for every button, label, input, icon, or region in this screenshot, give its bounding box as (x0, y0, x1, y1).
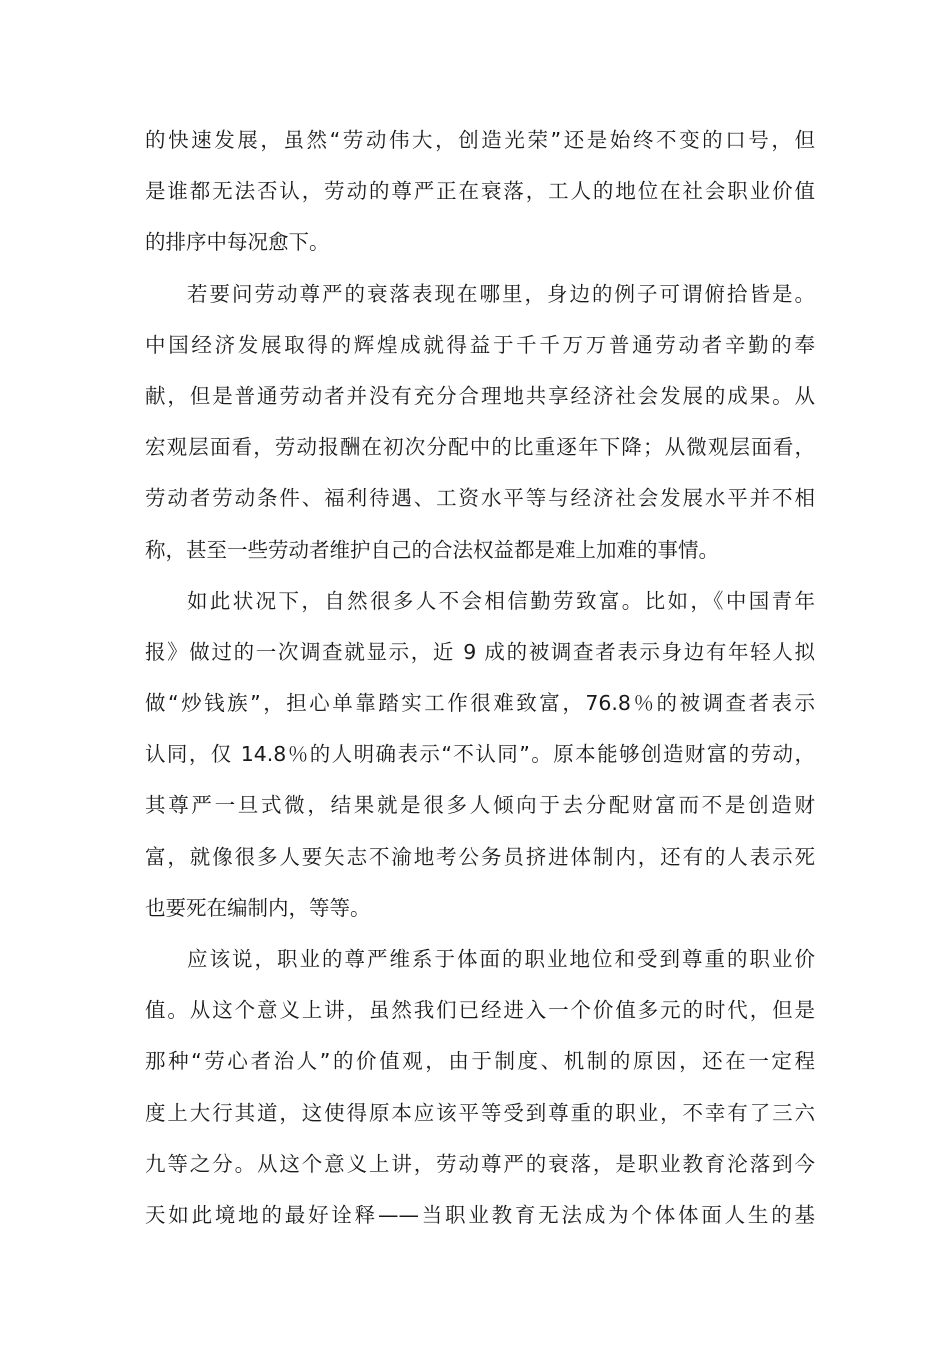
text-line (145, 627, 815, 678)
text-line-content: 那种“劳心者治人”的价值观，由于制度、机制的原因，还在一定程 (145, 1049, 815, 1074)
text-line-content: 其尊严一旦式微，结果就是很多人倾向于去分配财富而不是创造财 (145, 793, 815, 818)
text-line (145, 1190, 815, 1241)
text-line (145, 832, 815, 883)
text-line (145, 729, 815, 780)
text-line (145, 371, 815, 422)
text-line (145, 780, 815, 831)
text-line (145, 1088, 815, 1139)
text-line (145, 934, 815, 985)
text-line (145, 525, 815, 576)
text-line (145, 576, 815, 627)
text-line-content: 天如此境地的最好诠释——当职业教育无法成为个体体面人生的基 (145, 1202, 815, 1227)
text-line (145, 166, 815, 217)
text-line-content: 富，就像很多人要矢志不渝地考公务员挤进体制内，还有的人表示死 (145, 844, 815, 869)
text-line (145, 422, 815, 473)
text-line (145, 217, 815, 268)
text-line-content: 劳动者劳动条件、福利待遇、工资水平等与经济社会发展水平并不相 (145, 486, 815, 511)
text-line (145, 269, 815, 320)
text-line-content: 值。从这个意义上讲，虽然我们已经进入一个价值多元的时代，但是 (145, 998, 815, 1023)
text-line-content: 如此状况下，自然很多人不会相信勤劳致富。比如，《中国青年 (187, 588, 815, 613)
text-line-content: 应该说，职业的尊严维系于体面的职业地位和受到尊重的职业价 (187, 947, 815, 971)
text-line-content: 称，甚至一些劳动者维护自己的合法权益都是难上加难的事情。 (145, 537, 719, 562)
text-line-content: 报》做过的一次调查就显示，近 9 成的被调查者表示身边有年轻人拟 (145, 639, 815, 664)
text-line-content: 中国经济发展取得的辉煌成就得益于千千万万普通劳动者辛勤的奉 (145, 332, 815, 357)
text-line-content: 是谁都无法否认，劳动的尊严正在衰落，工人的地位在社会职业价值 (145, 179, 815, 204)
text-line-content: 的快速发展，虽然“劳动伟大，创造光荣”还是始终不变的口号，但 (145, 128, 815, 152)
text-line (145, 1139, 815, 1190)
text-line-content: 宏观层面看，劳动报酬在初次分配中的比重逐年下降；从微观层面看， (145, 435, 815, 460)
text-line-content: 献，但是普通劳动者并没有充分合理地共享经济社会发展的成果。从 (145, 383, 815, 408)
text-line (145, 985, 815, 1036)
text-line (145, 320, 815, 371)
text-line-content: 认同，仅 14.8％的人明确表示“不认同”。原本能够创造财富的劳动， (145, 742, 815, 767)
text-line-content: 若要问劳动尊严的衰落表现在哪里，身边的例子可谓俯拾皆是。 (187, 281, 815, 306)
document-body (145, 115, 815, 1241)
text-line (145, 678, 815, 729)
text-line-content: 的排序中每况愈下。 (145, 230, 330, 255)
text-line-content: 九等之分。从这个意义上讲，劳动尊严的衰落，是职业教育沦落到今 (145, 1151, 815, 1176)
text-line-content: 度上大行其道，这使得原本应该平等受到尊重的职业，不幸有了三六 (145, 1100, 815, 1125)
text-line (145, 883, 815, 934)
text-line-content: 也要死在编制内，等等。 (145, 895, 371, 920)
text-line (145, 115, 815, 166)
text-line (145, 473, 815, 524)
text-line (145, 1036, 815, 1087)
text-line-content: 做“炒钱族”，担心单靠踏实工作很难致富，76.8％的被调查者表示 (145, 691, 815, 716)
